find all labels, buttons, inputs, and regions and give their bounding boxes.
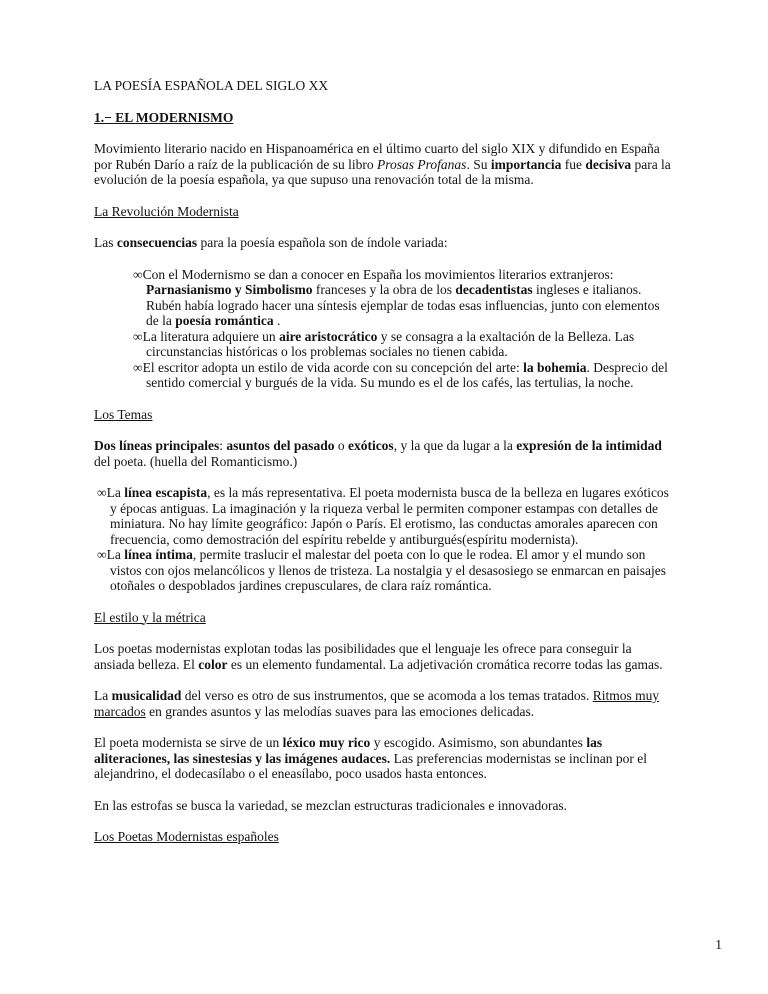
section-heading-temas: Los Temas — [94, 406, 153, 422]
bold-run: las aliteraciones, las sinestesias y las imágenes audaces. — [94, 735, 603, 766]
paragraph-estrofas: En las estrofas se busca la variedad, se mezclan estructuras tradicionales e innovadoras. — [94, 797, 568, 813]
bold-run: poesía romántica — [175, 313, 274, 328]
bold-run: color — [198, 656, 228, 672]
run: para la poesía española son de índole variada: — [197, 235, 448, 250]
run: ∞La — [97, 485, 125, 500]
run: fue — [561, 156, 586, 172]
paragraph-lineas — [94, 438, 674, 469]
bold-run: línea íntima — [124, 547, 193, 562]
run: y escogido. Asimismo, son abundantes — [370, 735, 587, 750]
section-heading-estilo: El estilo y la métrica — [94, 609, 206, 625]
run: ∞Con el Modernismo se dan a conocer en España los movimientos literarios extranjeros: — [133, 266, 614, 282]
run: : — [219, 438, 227, 453]
list-item — [97, 547, 674, 594]
page-number: 1 — [715, 936, 722, 952]
bold-run: la bohemia — [523, 359, 587, 375]
section-heading-poetas: Los Poetas Modernistas españoles — [94, 829, 279, 844]
document-title: LA POESÍA ESPAÑOLA DEL SIGLO XX — [94, 78, 329, 93]
underline-run: Ritmos muy marcados — [94, 688, 660, 719]
bold-run: aire aristocrático — [279, 328, 378, 344]
run: Las preferencias modernistas se inclinan por el alejandrino, el dodecasílabo o el eneasílabo, poco usados hasta entonces. — [94, 750, 648, 781]
run: Los poetas modernistas explotan todas las posibilidades que el lenguaje les ofrece para conseguir la ansiada belleza. El — [94, 641, 632, 672]
run: El poeta modernista se sirve de un — [94, 735, 283, 750]
run: del poeta. (huella del Romanticismo.) — [94, 453, 298, 469]
italic-run: Prosas Profanas — [377, 156, 467, 172]
paragraph-color — [94, 641, 674, 672]
run: para la evolución de la poesía española, ya que supuso una renovación total de la misma. — [94, 156, 671, 187]
list-item — [97, 485, 674, 547]
run: . Desprecio del sentido comercial y burgués de la vida. Su mundo es el de los cafés, las tertulias, la noche. — [146, 359, 668, 390]
section-heading-revolucion: La Revolución Modernista — [94, 203, 239, 219]
bold-run: consecuencias — [116, 235, 198, 250]
bold-run: Parnasianismo y Simbolismo — [146, 282, 313, 297]
run: del verso es otro de sus instrumentos, que se acomoda a los temas tratados. — [181, 688, 593, 703]
list-item — [133, 328, 674, 360]
bold-run: Dos líneas principales — [94, 438, 220, 453]
run: franceses y la obra de los — [312, 282, 456, 297]
bold-run: importancia — [490, 156, 562, 172]
run: Movimiento literario nacido en Hispanoamérica en el último cuarto del siglo XIX y difundido en España por Rubén Darío a raíz de la publicación de su libro — [94, 141, 660, 172]
section-heading-modernismo: 1.− EL MODERNISMO — [94, 109, 234, 125]
run: , es la más representativa. El poeta modernista busca de la belleza en lugares exóticos y épocas antiguas. La imaginación y la riqueza verbal le permiten componer estampas con detalles de miniatura. No hay límite geográfico: Japón o París. El erotismo, las conductas amorales aparecen con frecuencia, como demostración del espíritu rebelde y antiburgués(espíritu modernista). — [110, 485, 669, 547]
bold-run: exóticos — [347, 438, 394, 453]
run: es un elemento fundamental. La adjetivación cromática recorre todas las gamas. — [227, 656, 663, 672]
list-item — [133, 266, 674, 329]
bullet-list-consecuencias — [94, 267, 674, 391]
run: ∞La — [97, 547, 125, 562]
list-item — [133, 359, 674, 391]
run: o — [334, 438, 348, 453]
bold-run: línea escapista — [124, 485, 208, 500]
bold-run: decadentistas — [455, 282, 533, 297]
paragraph-intro — [94, 141, 674, 188]
bold-run: asuntos del pasado — [226, 438, 335, 453]
run: en grandes asuntos y las melodías suaves para las emociones delicadas. — [145, 703, 535, 719]
run: ∞La literatura adquiere un — [133, 328, 280, 344]
run: y se consagra a la exaltación de la Belleza. Las circunstancias históricas o los problemas sociales no tienen cabida. — [146, 328, 635, 359]
paragraph-musicalidad — [94, 688, 674, 719]
paragraph-lexico — [94, 735, 674, 782]
paragraph-consecuencias — [94, 235, 674, 251]
run: La — [94, 688, 112, 703]
bold-run: léxico muy rico — [282, 735, 371, 750]
bullet-list-lineas — [94, 485, 674, 594]
run: , y la que da lugar a la — [393, 438, 517, 453]
run: Las — [94, 235, 117, 250]
run: ingleses e italianos. Rubén había logrado hacer una síntesis ejemplar de todas esas influencias, junto con elementos de la — [146, 282, 660, 328]
bold-run: decisiva — [585, 156, 632, 172]
bold-run: musicalidad — [111, 688, 182, 703]
run: . Su — [466, 156, 491, 172]
bold-run: expresión de la intimidad — [516, 438, 662, 453]
run: ∞El escritor adopta un estilo de vida acorde con su concepción del arte: — [133, 359, 524, 375]
run: , permite traslucir el malestar del poeta con lo que le rodea. El amor y el mundo son vistos con ojos melancólicos y llenos de tristeza. La nostalgia y el desasosiego se enmarcan en paisajes otoñales o despoblados jardines crepusculares, de clara raíz romántica. — [110, 547, 666, 593]
run: . — [273, 313, 281, 328]
